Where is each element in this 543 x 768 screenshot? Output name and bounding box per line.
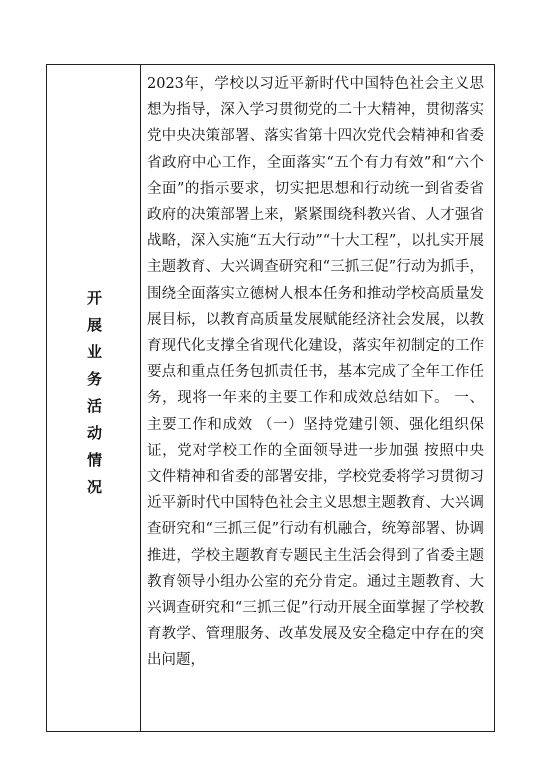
section-content-cell (141, 65, 494, 731)
report-table (46, 64, 495, 732)
section-label-cell (47, 65, 141, 731)
section-body-text: 2023年，学校以习近平新时代中国特色社会主义思想为指导，深入学习贯彻党的二十大精神，贯彻落实党中央决策部署、落实省第十四次党代会精神和省委省政府中心工作，全面落实“五个有力有效”和“六个全面”的指示要求，切实把思想和行动统一到省委省政府的决策部署上来，紧紧围绕科教兴省、人才强省战略，深入实施“五大行动”“十大工程”，以扎实开展主题教育、大兴调查研究和“三抓三促”行动为抓手，围绕全面落实立德树人根本任务和推动学校高质量发展目标，以教育高质量发展赋能经济社会发展，以教育现代化支撑全省现代化建设，落实年初制定的工作要点和重点任务包抓责任书，基本完成了全年工作任务，现将一年来的主要工作和成效总结如下。 一、主要工作和成效 （一）坚持党建引领、强化组织保证，党对学校工作的全面领导进一步加强 按照中央文件精神和省委的部署安排，学校党委将学习贯彻习近平新时代中国特色社会主义思想主题教育、大兴调查研究和“三抓三促”行动有机融合，统筹部署、协调推进，学校主题教育专题民主生活会得到了省委主题教育领导小组办公室的充分肯定。通过主题教育、大兴调查研究和“三抓三促”行动开展全面掌握了学校教育教学、管理服务、改革发展及安全稳定中存在的突出问题， (147, 76, 484, 669)
section-label: 开展业务活动情况 (85, 290, 103, 506)
